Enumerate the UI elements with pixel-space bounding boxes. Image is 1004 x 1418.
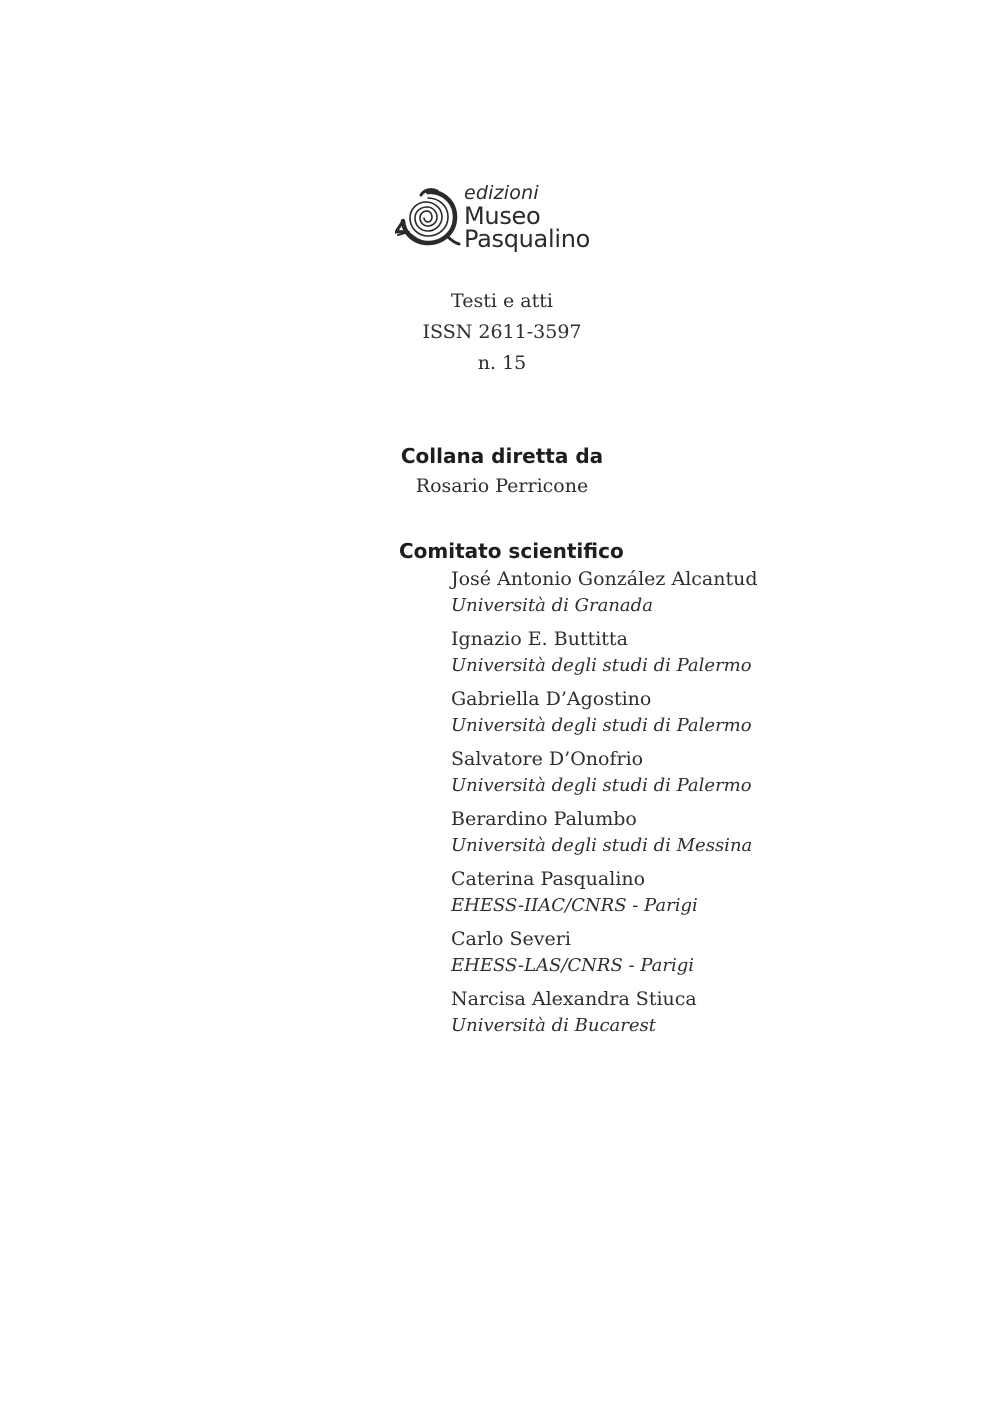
- committee-member: [451, 986, 959, 1046]
- committee-member: [451, 806, 959, 866]
- committee-members-list: [451, 566, 959, 1046]
- series-name: Testi e atti: [451, 290, 553, 312]
- committee-member: [451, 866, 959, 926]
- committee-member: [451, 686, 959, 746]
- member-name: Ignazio E. Buttitta: [451, 628, 628, 650]
- member-affiliation: Università degli studi di Palermo: [451, 775, 752, 796]
- member-affiliation: Università degli studi di Messina: [451, 835, 753, 856]
- series-info: [400, 286, 604, 379]
- member-affiliation: Università degli studi di Palermo: [451, 655, 752, 676]
- member-affiliation: EHESS-IIAC/CNRS - Parigi: [451, 895, 698, 916]
- member-name: Salvatore D’Onofrio: [451, 748, 644, 770]
- logo-pasqualino: Pasqualino: [464, 225, 590, 253]
- member-affiliation: Università di Granada: [451, 595, 653, 616]
- member-name: Caterina Pasqualino: [451, 868, 646, 890]
- member-affiliation: Università degli studi di Palermo: [451, 715, 752, 736]
- committee-member: [451, 626, 959, 686]
- director-name: Rosario Perricone: [415, 475, 589, 497]
- logo-museo: Museo: [464, 202, 541, 230]
- scientific-committee: [399, 536, 959, 1046]
- committee-member: [451, 926, 959, 986]
- spiral-logo-icon: [395, 186, 461, 248]
- director-heading: Collana diretta da: [400, 444, 604, 468]
- committee-heading: Comitato scientifico: [399, 539, 624, 563]
- committee-member: [451, 746, 959, 806]
- member-affiliation: EHESS-LAS/CNRS - Parigi: [451, 955, 695, 976]
- series-issn: ISSN 2611-3597: [422, 321, 582, 343]
- logo-edizioni: edizioni: [464, 182, 539, 204]
- member-name: Carlo Severi: [451, 928, 571, 950]
- committee-member: [451, 566, 959, 626]
- publisher-logo: [395, 182, 605, 253]
- member-name: Narcisa Alexandra Stiuca: [451, 988, 697, 1010]
- series-number: n. 15: [477, 352, 527, 374]
- member-affiliation: Università di Bucarest: [451, 1015, 656, 1036]
- member-name: José Antonio González Alcantud: [451, 568, 758, 590]
- publisher-wordmark: [464, 184, 590, 251]
- member-name: Berardino Palumbo: [451, 808, 637, 830]
- member-name: Gabriella D’Agostino: [451, 688, 652, 710]
- series-director: [400, 441, 604, 501]
